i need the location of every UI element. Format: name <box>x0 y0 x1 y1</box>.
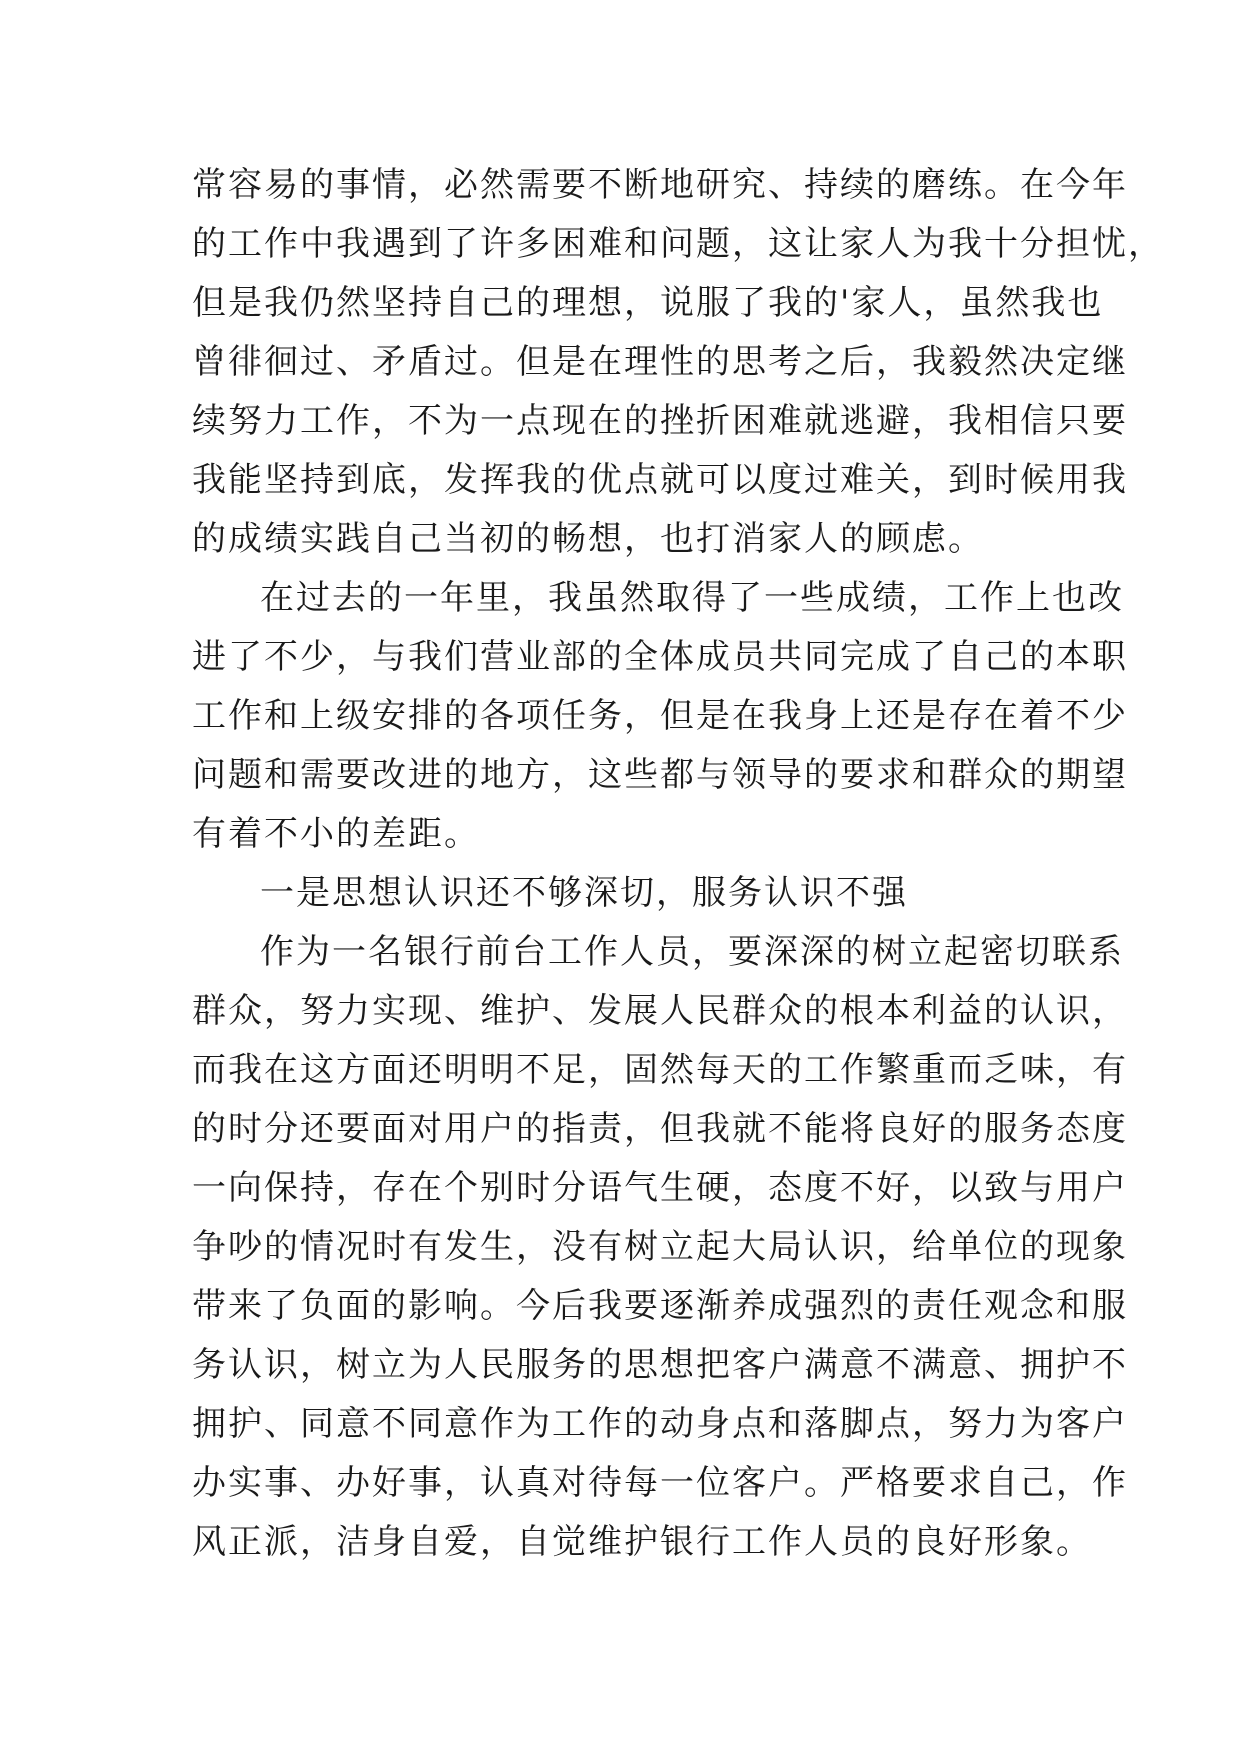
text-line: 带来了负面的影响。今后我要逐渐养成强烈的责任观念和服 <box>192 1286 1128 1326</box>
text-line: 续努力工作，不为一点现在的挫折困难就逃避，我相信只要 <box>192 401 1128 441</box>
text-line: 群众，努力实现、维护、发展人民群众的根本利益的认识， <box>192 991 1128 1031</box>
text-line: 有着不小的差距。 <box>192 814 480 854</box>
text-line: 的工作中我遇到了许多困难和问题，这让家人为我十分担忧， <box>192 224 1164 264</box>
text-line: 常容易的事情，必然需要不断地研究、持续的磨练。在今年 <box>192 165 1128 205</box>
text-line: 拥护、同意不同意作为工作的动身点和落脚点，努力为客户 <box>192 1404 1128 1444</box>
text-line: 的成绩实践自己当初的畅想，也打消家人的顾虑。 <box>192 519 984 559</box>
text-line: 的时分还要面对用户的指责，但我就不能将良好的服务态度 <box>192 1109 1128 1149</box>
text-line: 办实事、办好事，认真对待每一位客户。严格要求自己，作 <box>192 1463 1128 1503</box>
section-heading: 一是思想认识还不够深切，服务认识不强 <box>260 873 908 913</box>
document-body <box>192 156 1164 1572</box>
text-line: 工作和上级安排的各项任务，但是在我身上还是存在着不少 <box>192 696 1128 736</box>
text-line: 一向保持，存在个别时分语气生硬，态度不好，以致与用户 <box>192 1168 1128 1208</box>
text-line: 曾徘徊过、矛盾过。但是在理性的思考之后，我毅然决定继 <box>192 342 1128 382</box>
text-line: 问题和需要改进的地方，这些都与领导的要求和群众的期望 <box>192 755 1128 795</box>
text-line: 风正派，洁身自爱，自觉维护银行工作人员的良好形象。 <box>192 1522 1092 1562</box>
text-line: 争吵的情况时有发生，没有树立起大局认识，给单位的现象 <box>192 1227 1128 1267</box>
paragraph-start-line: 作为一名银行前台工作人员，要深深的树立起密切联系 <box>260 932 1124 972</box>
paragraph-start-line: 在过去的一年里，我虽然取得了一些成绩，工作上也改 <box>260 578 1124 618</box>
text-line: 而我在这方面还明明不足，固然每天的工作繁重而乏味，有 <box>192 1050 1128 1090</box>
text-line: 务认识，树立为人民服务的思想把客户满意不满意、拥护不 <box>192 1345 1128 1385</box>
text-line: 但是我仍然坚持自己的理想，说服了我的'家人，虽然我也 <box>192 283 1104 323</box>
text-line: 进了不少，与我们营业部的全体成员共同完成了自己的本职 <box>192 637 1128 677</box>
text-line: 我能坚持到底，发挥我的优点就可以度过难关，到时候用我 <box>192 460 1128 500</box>
